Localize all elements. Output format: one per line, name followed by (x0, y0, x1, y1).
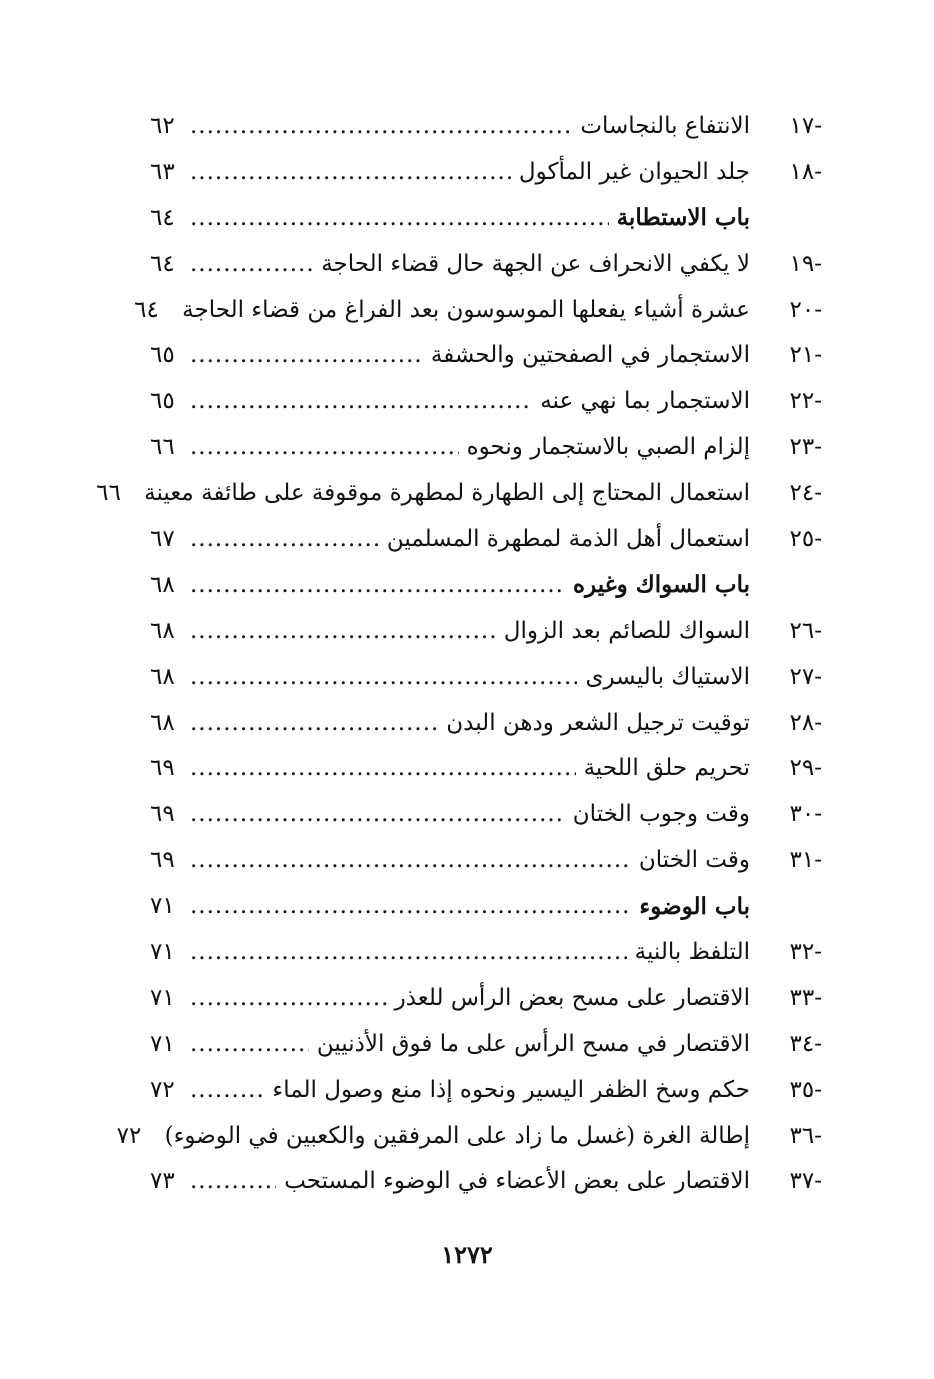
dot-leader (190, 113, 572, 139)
entry-page-number: ٧١ (150, 984, 175, 1011)
entry-title: الانتفاع بالنجاسات (580, 112, 750, 139)
dot-leader (190, 618, 496, 644)
entry-title: استعمال المحتاج إلى الطهارة لمطهرة موقوفة على طائفة معينة (144, 480, 750, 507)
section-title: باب الاستطابة (616, 204, 750, 232)
entry-number: -٢٧ (789, 663, 822, 690)
entry-page-number: ٦٨ (150, 709, 175, 736)
entry-page-number: ٦٥ (150, 342, 175, 369)
toc-entry (150, 103, 822, 149)
dot-leader (190, 342, 423, 368)
toc-entry (150, 516, 822, 562)
entry-page-number: ٦٢ (150, 112, 175, 139)
toc-entry (150, 608, 822, 654)
entry-page-number: ٦٩ (150, 847, 175, 874)
toc-entry (150, 1158, 822, 1204)
entry-page-number: ٦٤ (150, 204, 175, 231)
toc-entry (150, 241, 822, 287)
entry-title: الاقتصار على بعض الأعضاء في الوضوء المستحب (284, 1168, 750, 1195)
section-title: باب السواك وغيره (572, 571, 750, 599)
toc-entry (150, 424, 822, 470)
dot-leader (190, 939, 627, 965)
page-number: ١٢٧٢ (441, 1240, 493, 1269)
dot-leader (190, 893, 631, 919)
entry-title: استعمال أهل الذمة لمطهرة المسلمين (386, 525, 750, 552)
dot-leader (190, 251, 313, 277)
entry-number: -٢٨ (789, 709, 822, 736)
entry-page-number: ٧٢ (116, 1122, 142, 1149)
dot-leader (190, 1077, 264, 1103)
entry-title: إطالة الغرة (غسل ما زاد على المرفقين والكعبين في الوضوء) (164, 1122, 750, 1149)
entry-page-number: ٦٧ (150, 525, 175, 552)
entry-page-number: ٦٤ (150, 250, 175, 277)
entry-title: وقت وجوب الختان (572, 801, 750, 828)
entry-title: عشرة أشياء يفعلها الموسوسون بعد الفراغ من قضاء الحاجة (182, 296, 750, 323)
toc-entry (150, 791, 822, 837)
entry-number: -٢٠ (789, 296, 822, 323)
dot-leader (190, 205, 609, 231)
toc-entry (150, 975, 822, 1021)
entry-title: توقيت ترجيل الشعر ودهن البدن (446, 709, 750, 736)
entry-title: التلفظ بالنية (634, 938, 750, 965)
entry-number: -٢٣ (789, 434, 822, 461)
entry-number: -٢٤ (789, 480, 822, 507)
dot-leader (190, 1168, 276, 1194)
toc-entry (150, 1067, 822, 1113)
entry-page-number: ٧١ (150, 893, 175, 920)
entry-title: الاقتصار في مسح الرأس على ما فوق الأذنيين (316, 1030, 750, 1057)
dot-leader (190, 572, 565, 598)
entry-number: -٣١ (789, 847, 822, 874)
entry-page-number: ٧٢ (150, 1076, 175, 1103)
toc-entry (150, 378, 822, 424)
table-of-contents (96, 103, 822, 1204)
entry-number: -٣٦ (789, 1122, 822, 1149)
entry-page-number: ٧١ (150, 1030, 175, 1057)
entry-title: الاستجمار في الصفحتين والحشفة (430, 342, 750, 369)
dot-leader (190, 755, 576, 781)
toc-entry (150, 1021, 822, 1067)
dot-leader (190, 801, 565, 827)
entry-page-number: ٦٩ (150, 755, 175, 782)
dot-leader (190, 985, 387, 1011)
toc-entry (150, 654, 822, 700)
toc-section-heading (150, 883, 822, 929)
entry-number: -٢٦ (789, 617, 822, 644)
entry-title: السواك للصائم بعد الزوال (503, 617, 750, 644)
entry-number: -٣٠ (789, 801, 822, 828)
dot-leader (190, 434, 459, 460)
toc-section-heading (150, 195, 822, 241)
dot-leader (190, 1031, 309, 1057)
entry-page-number: ٦٩ (150, 801, 175, 828)
entry-page-number: ٦٨ (150, 571, 175, 598)
entry-number: -٢٢ (789, 388, 822, 415)
dot-leader (190, 847, 631, 873)
entry-title: الاقتصار على مسح بعض الرأس للعذر (394, 984, 750, 1011)
entry-page-number: ٧١ (150, 938, 175, 965)
toc-entry (150, 745, 822, 791)
entry-title: إلزام الصبي بالاستجمار ونحوه (466, 434, 750, 461)
toc-entry (150, 929, 822, 975)
toc-entry (150, 332, 822, 378)
entry-page-number: ٦٥ (150, 388, 175, 415)
entry-number: -٢٥ (789, 525, 822, 552)
dot-leader (190, 526, 379, 552)
entry-page-number: ٦٣ (150, 158, 175, 185)
entry-number: -١٩ (789, 250, 822, 277)
entry-number: -٢١ (789, 342, 822, 369)
entry-title: تحريم حلق اللحية (583, 755, 750, 782)
entry-number: -٣٥ (789, 1076, 822, 1103)
toc-entry (96, 470, 822, 516)
dot-leader (190, 159, 511, 185)
entry-page-number: ٦٤ (134, 296, 159, 323)
toc-entry (116, 1113, 822, 1159)
entry-title: لا يكفي الانحراف عن الجهة حال قضاء الحاجة (321, 250, 750, 277)
entry-number: -٣٤ (789, 1030, 822, 1057)
section-title: باب الوضوء (639, 892, 750, 920)
entry-page-number: ٦٨ (150, 617, 175, 644)
dot-leader (190, 388, 532, 414)
entry-page-number: ٦٨ (150, 663, 175, 690)
entry-number: -٣٣ (789, 984, 822, 1011)
entry-page-number: ٦٦ (96, 480, 121, 507)
dot-leader (190, 710, 438, 736)
entry-title: حكم وسخ الظفر اليسير ونحوه إذا منع وصول الماء (272, 1076, 750, 1103)
toc-entry (134, 287, 822, 333)
toc-entry (150, 700, 822, 746)
toc-entry (150, 149, 822, 195)
entry-number: -١٧ (789, 112, 822, 139)
entry-number: -٣٢ (789, 938, 822, 965)
toc-entry (150, 837, 822, 883)
entry-page-number: ٧٣ (150, 1168, 175, 1195)
dot-leader (190, 664, 577, 690)
entry-number: -١٨ (789, 158, 822, 185)
entry-number: -٢٩ (789, 755, 822, 782)
entry-title: الاستياك باليسرى (585, 663, 750, 690)
entry-page-number: ٦٦ (150, 434, 175, 461)
toc-section-heading (150, 562, 822, 608)
entry-title: الاستجمار بما نهي عنه (540, 388, 750, 415)
entry-title: وقت الختان (638, 847, 750, 874)
entry-title: جلد الحيوان غير المأكول (518, 158, 750, 185)
entry-number: -٣٧ (789, 1168, 822, 1195)
